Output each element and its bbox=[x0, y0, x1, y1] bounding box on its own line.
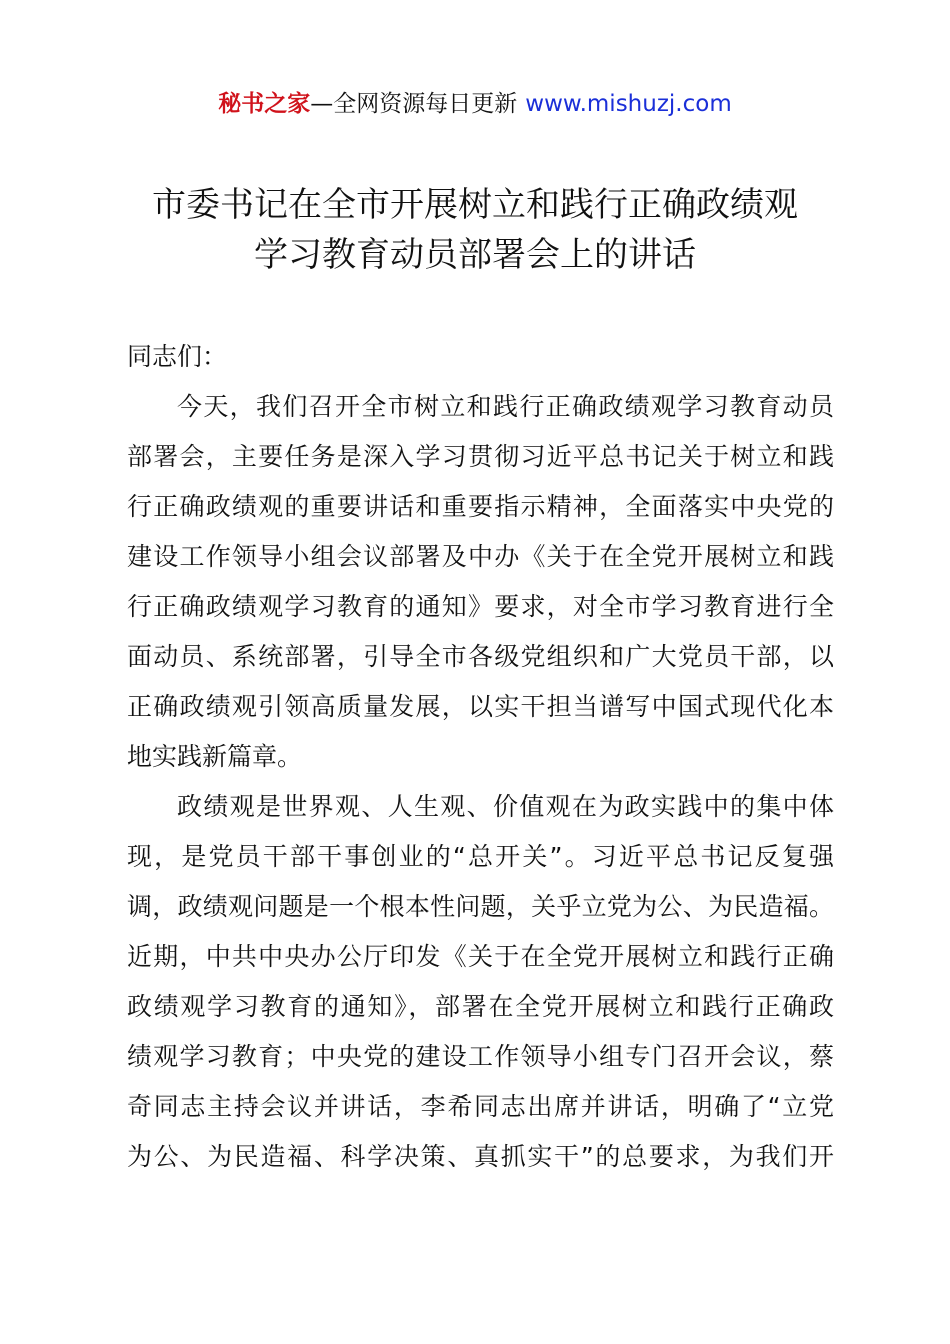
paragraph-line: 行正确政绩观的重要讲话和重要指示精神，全面落实中央党的 bbox=[127, 492, 834, 521]
paragraph-line: 地实践新篇章。 bbox=[127, 742, 303, 771]
document-title bbox=[60, 180, 890, 280]
paragraph-line: 今天，我们召开全市树立和践行正确政绩观学习教育动员 bbox=[177, 392, 834, 421]
site-url-link[interactable]: www.mishuzj.com bbox=[525, 91, 732, 117]
paragraph-1 bbox=[127, 382, 834, 782]
brand-name: 秘书之家 bbox=[218, 91, 311, 117]
paragraph-line: 正确政绩观引领高质量发展，以实干担当谱写中国式现代化本 bbox=[127, 692, 834, 721]
paragraph-line: 奇同志主持会议并讲话，李希同志出席并讲话，明确了“立党 bbox=[127, 1092, 834, 1121]
title-line-2: 学习教育动员部署会上的讲话 bbox=[254, 235, 696, 275]
paragraph-line: 政绩观是世界观、人生观、价值观在为政实践中的集中体 bbox=[177, 792, 834, 821]
paragraph-line: 部署会，主要任务是深入学习贯彻习近平总书记关于树立和践 bbox=[127, 442, 834, 471]
paragraph-line: 行正确政绩观学习教育的通知》要求，对全市学习教育进行全 bbox=[127, 592, 834, 621]
paragraph-line: 为公、为民造福、科学决策、真抓实干”的总要求，为我们开 bbox=[127, 1142, 834, 1171]
paragraph-line: 面动员、系统部署，引导全市各级党组织和广大党员干部，以 bbox=[127, 642, 834, 671]
paragraph-line: 现，是党员干部干事创业的“总开关”。习近平总书记反复强 bbox=[127, 842, 834, 871]
paragraph-line: 调，政绩观问题是一个根本性问题，关乎立党为公、为民造福。 bbox=[127, 892, 834, 921]
header-tagline: —全网资源每日更新 bbox=[310, 91, 518, 117]
paragraph-line: 绩观学习教育；中央党的建设工作领导小组专门召开会议，蔡 bbox=[127, 1042, 834, 1071]
document-body bbox=[127, 332, 834, 1182]
site-header bbox=[0, 86, 950, 122]
title-line-1: 市委书记在全市开展树立和践行正确政绩观 bbox=[152, 185, 798, 225]
paragraph-line: 近期，中共中央办公厅印发《关于在全党开展树立和践行正确 bbox=[127, 942, 834, 971]
paragraph-line: 政绩观学习教育的通知》，部署在全党开展树立和践行正确政 bbox=[127, 992, 834, 1021]
paragraph-2 bbox=[127, 782, 834, 1182]
paragraph-line: 建设工作领导小组会议部署及中办《关于在全党开展树立和践 bbox=[127, 542, 834, 571]
salutation: 同志们： bbox=[127, 342, 228, 371]
